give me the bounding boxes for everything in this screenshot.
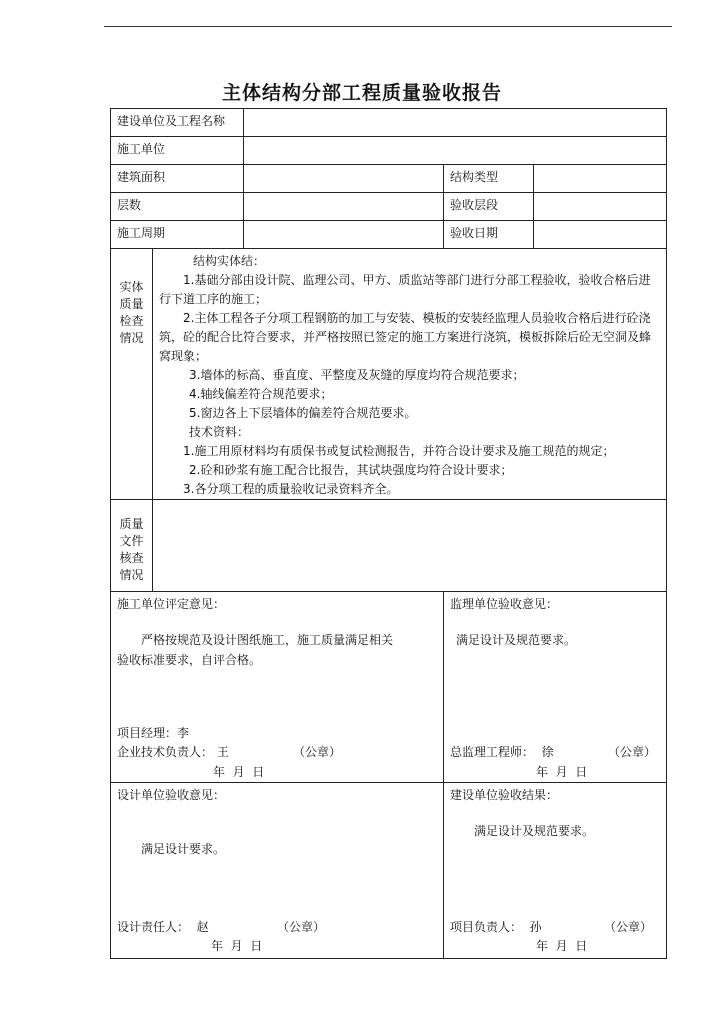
chief-supervisor: 总监理工程师： 徐 (450, 745, 554, 759)
acceptance-floor-label: 验收层段 (444, 193, 534, 221)
contractor-opinion-text: 严格按规范及设计图纸施工，施工质量满足相关验收标准要求，自评合格。 (117, 633, 394, 667)
contractor-seal: （公章） (293, 745, 342, 759)
area-value (244, 165, 444, 193)
header-rule (104, 26, 672, 27)
acceptance-date-label: 验收日期 (444, 221, 534, 249)
row-design-owner (111, 783, 667, 959)
owner-result-cell (444, 783, 667, 959)
tech-item-3: 3.各分项工程的质量验收记录资料齐全。 (183, 482, 399, 496)
row-entity-check (111, 249, 667, 500)
entity-item-4: 4.轴线偏差符合规范要求； (189, 387, 333, 401)
project-name-label: 建设单位及工程名称 (111, 109, 244, 137)
floors-value (244, 193, 444, 221)
acceptance-date-value (534, 221, 667, 249)
quality-docs-content (153, 500, 667, 592)
row-floors (111, 193, 667, 221)
entity-check-label: 实体 质量 检查 情况 (111, 249, 153, 500)
project-name-value (244, 109, 667, 137)
acceptance-floor-value (534, 193, 667, 221)
acceptance-report-table (110, 108, 667, 959)
area-label: 建筑面积 (111, 165, 244, 193)
quality-docs-label: 质量 文件 核查 情况 (111, 500, 153, 592)
design-opinion-cell (111, 783, 444, 959)
tech-item-2: 2.砼和砂浆有施工配合比报告，其试块强度均符合设计要求； (189, 463, 513, 477)
entity-item-5: 5.窗边各上下层墙体的偏差符合规范要求。 (189, 406, 417, 420)
structure-type-value (534, 165, 667, 193)
tech-item-1: 1.施工用原材料均有质保书或复试检测报告，并符合设计要求及施工规范的规定； (183, 444, 615, 458)
enterprise-tech-lead: 企业技术负责人： 王 (117, 745, 229, 759)
entity-item-2: 2.主体工程各子分项工程钢筋的加工与安装、模板的安装经监理人员验收合格后进行砼浇筑，砼的配合比符合要求，并严格按照已签定的施工方案进行浇筑，模板拆除后砼无空洞及蜂窝现象； (159, 311, 652, 363)
owner-result-text: 满足设计及规范要求。 (474, 824, 595, 838)
supervisor-opinion-cell (444, 592, 667, 783)
period-value (244, 221, 444, 249)
row-contractor-supervisor (111, 592, 667, 783)
row-project-name (111, 109, 667, 137)
design-responsible: 设计责任人： 赵 (117, 920, 209, 934)
page-title: 主体结构分部工程质量验收报告 (221, 82, 502, 104)
structure-type-label: 结构类型 (444, 165, 534, 193)
design-opinion-text: 满足设计要求。 (141, 842, 226, 856)
row-contractor (111, 137, 667, 165)
owner-date: 年 月 日 (536, 939, 588, 953)
row-area (111, 165, 667, 193)
contractor-value (244, 137, 667, 165)
tech-heading: 技术资料： (189, 425, 250, 439)
supervisor-opinion-text: 满足设计及规范要求。 (456, 633, 577, 647)
floors-label: 层数 (111, 193, 244, 221)
project-responsible: 项目负责人： 孙 (450, 920, 542, 934)
entity-check-content (153, 249, 667, 500)
design-seal: （公章） (277, 920, 326, 934)
contractor-label: 施工单位 (111, 137, 244, 165)
row-quality-docs (111, 500, 667, 592)
contractor-opinion-cell (111, 592, 444, 783)
supervisor-seal: （公章） (608, 745, 657, 759)
design-date: 年 月 日 (211, 939, 263, 953)
contractor-date: 年 月 日 (213, 765, 265, 779)
owner-seal: （公章） (604, 920, 653, 934)
entity-item-3: 3.墙体的标高、垂直度、平整度及灰缝的厚度均符合规范要求； (189, 368, 525, 382)
period-label: 施工周期 (111, 221, 244, 249)
supervisor-opinion-heading: 监理单位验收意见： (450, 597, 559, 611)
contractor-opinion-heading: 施工单位评定意见： (117, 597, 226, 611)
entity-item-1: 1.基础分部由设计院、监理公司、甲方、质监站等部门进行分部工程验收，验收合格后进行下道工序的施工； (159, 273, 651, 306)
owner-result-heading: 建设单位验收结果： (450, 788, 559, 802)
design-opinion-heading: 设计单位验收意见： (117, 788, 226, 802)
entity-heading: 结构实体结： (193, 254, 266, 268)
row-period (111, 221, 667, 249)
project-manager: 项目经理：李 (117, 726, 190, 740)
supervisor-date: 年 月 日 (536, 765, 588, 779)
